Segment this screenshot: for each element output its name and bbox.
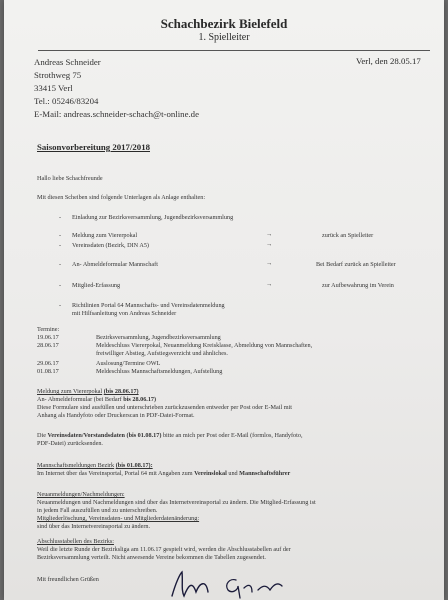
vereinsdaten-bold: Vereinsdaten/Vorstandsdaten (bis 01.08.17) xyxy=(47,432,162,439)
attachment-note: zur Aufbewahrung im Verein xyxy=(322,282,394,289)
attachment-bullet: - xyxy=(59,232,62,239)
attachment-note: Bei Bedarf zurück an Spielleiter xyxy=(316,261,396,268)
date-value: 29.06.17 xyxy=(37,360,59,367)
arrow-icon: → xyxy=(266,241,273,248)
date-text: Auslosung/Termine OWL xyxy=(96,360,161,367)
viererpokal-body: Anhang als Handyfoto oder Druckerscan in PDF-Datei-Format. xyxy=(37,412,195,419)
neuanmeldungen-body: in jedem Fall auszufüllen und zu unterschreiben. xyxy=(37,507,158,514)
attachment-item: Einladung zur Bezirksversammlung, Jugendbezirksversammlung xyxy=(72,214,234,221)
vereinsdaten-body: PDF-Datei) zurücksenden. xyxy=(37,440,103,447)
letterhead-subtitle: 1. Spielleiter xyxy=(198,32,250,43)
attachment-item: Meldung zum Viererpokal xyxy=(72,232,138,239)
arrow-icon: → xyxy=(266,231,273,238)
place-date: Verl, den 28.05.17 xyxy=(356,56,421,66)
attachment-item: Mitglied-Erfassung xyxy=(72,282,121,289)
sender-phone: Tel.: 05246/83204 xyxy=(34,96,99,106)
date-text: Meldeschluss Mannschaftsmeldungen, Aufstellung xyxy=(96,368,223,375)
sender-address xyxy=(34,56,199,121)
date-value: 19.06.17 xyxy=(37,334,59,341)
vereinsdaten-paragraph xyxy=(37,432,303,440)
arrow-icon: → xyxy=(266,260,273,267)
abmelde-line xyxy=(37,396,156,404)
abschluss-heading: Abschlusstabellen des Bezirks: xyxy=(37,538,114,545)
date-text: Bezirksversammlung, Jugendbezirksversammlung xyxy=(96,334,221,341)
neuanmeldungen-heading: Neuanmeldungen/Nachmeldungen: xyxy=(37,491,125,498)
date-value: 28.06.17 xyxy=(37,342,59,349)
intro-text: Mit diesen Scheiben sind folgende Unterlagen als Anlage enthalten: xyxy=(37,194,206,201)
sender-name: Andreas Schneider xyxy=(34,57,101,67)
date-text: Meldeschluss Viererpokal, Neuanmeldung Kreisklasse, Abmeldung von Mannschaften, xyxy=(96,342,313,349)
attachment-bullet: - xyxy=(59,214,62,221)
vereinsdaten-prefix: Die xyxy=(37,432,46,439)
mannschaft-deadline: (bis 01.08.17): xyxy=(115,462,153,469)
closing-text: Mit freundlichen Grüßen xyxy=(37,576,99,583)
mannschaft-text: Im Internet über das Vereinsportal, Portal 64 mit Angaben zum xyxy=(37,470,193,477)
letter-page xyxy=(4,0,444,600)
viererpokal-body: Diese Formulare sind ausfüllen und unterschrieben zurückzusenden entweder per Post oder E-Mail mit xyxy=(37,404,292,411)
attachment-item: An- Abmeldeformular Mannschaft xyxy=(72,261,158,268)
date-text: freiwilliger Abstieg, Aufstiegsverzicht und ähnliches. xyxy=(96,350,228,357)
date-value: 01.08.17 xyxy=(37,368,59,375)
letterhead-title: Schachbezirk Bielefeld xyxy=(160,16,288,31)
attachment-bullet: - xyxy=(59,282,62,289)
mannschaft-heading xyxy=(37,462,153,470)
mannschaftsfuehrer-text: Mannschaftsführer xyxy=(239,470,291,477)
mannschaft-body xyxy=(37,470,290,478)
vereinsdaten-text: bitte an mich per Post oder E-Mail (formlos, Handyfoto, xyxy=(162,432,303,439)
handwritten-signature xyxy=(166,568,306,600)
sender-street: Strothweg 75 xyxy=(34,70,82,80)
dates-label: Termine: xyxy=(37,326,60,333)
loeschung-heading: Mitgliederlöschung, Vereinsdaten- und Mitgliederdatenänderung: xyxy=(37,515,200,522)
and-text: und xyxy=(228,470,238,477)
abmelde-deadline: bis 28.06.17) xyxy=(123,396,157,403)
abschluss-body: Weil die letzte Runde der Bezirksliga am 11.06.17 gespielt wird, werden die Abschlusstabellen auf der xyxy=(37,546,291,553)
viererpokal-heading-text: Meldung zum Viererpokal xyxy=(37,388,103,395)
attachment-bullet: - xyxy=(59,242,62,249)
attachment-note: zurück an Spielleiter xyxy=(322,232,374,239)
abschluss-body: Bezirksversammlung verteilt. Nicht anwesende Vereine bekommen die Tabellen zugesendet. xyxy=(37,554,266,561)
attachment-item-extra: mit Hilfsanleitung von Andreas Schneider xyxy=(72,310,177,317)
arrow-icon: → xyxy=(266,281,273,288)
vereinslokal-text: Vereinslokal xyxy=(194,470,227,477)
abmelde-text: An- Abmeldeformular (bei Bedarf xyxy=(37,396,122,403)
mannschaft-heading-text: Mannschaftsmeldungen Bezirk xyxy=(37,462,115,469)
greeting: Hallo liebe Schachfreunde xyxy=(37,175,103,182)
attachment-item: Richtlinien Portal 64 Mannschafts- und Vereinsdatenmeldung xyxy=(72,302,225,309)
viererpokal-heading xyxy=(37,388,139,396)
neuanmeldungen-body: Neuanmeldungen und Nachmeldungen sind über das Internetvereinsportal zu ändern. Die Mitglied-Erfassung ist xyxy=(37,499,316,506)
subject-line: Saisonvorbereitung 2017/2018 xyxy=(37,142,150,152)
sender-city: 33415 Verl xyxy=(34,83,73,93)
attachment-item: Vereinsdaten (Bezirk, DIN A5) xyxy=(72,242,149,249)
loeschung-body: sind über das Internetvereinsportal zu ändern. xyxy=(37,523,151,530)
viererpokal-deadline: (bis 28.06.17) xyxy=(103,388,139,395)
attachment-bullet: - xyxy=(59,261,62,268)
attachment-bullet: - xyxy=(59,302,62,309)
header-rule xyxy=(38,50,430,51)
sender-email: E-Mail: andreas.schneider-schach@t-online.de xyxy=(34,109,199,119)
